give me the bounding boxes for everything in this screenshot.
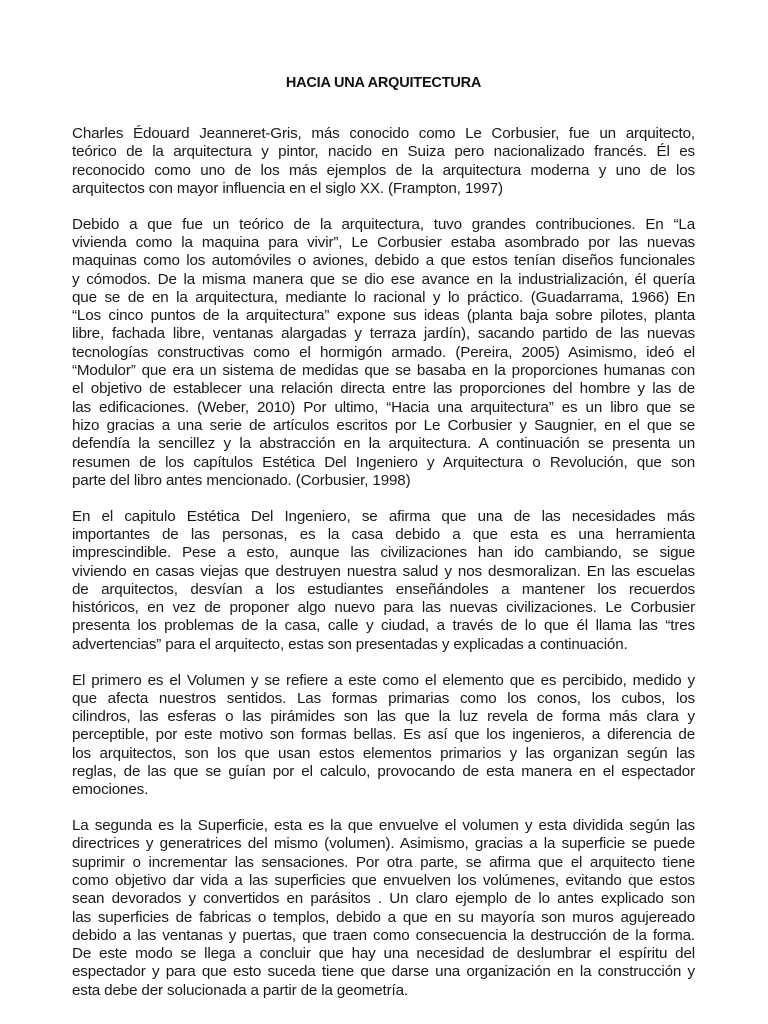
text-line: el objetivo de establecer una relación directa entre las proporciones del hombre y las de [72,380,695,398]
text-line: hizo gracias a una serie de artículos escritos por Le Corbusier y Saugnier, en el que se [72,416,695,434]
text-line: arquitectos con mayor influencia en el siglo XX. (Frampton, 1997) [72,179,503,197]
text-line: “Los cinco puntos de la arquitectura” expone sus ideas (planta baja sobre pilotes, planta [72,307,695,325]
text-line: suprimir o incrementar las sensaciones. Por otra parte, se afirma que el arquitecto tiene [72,853,695,871]
text-line: como objetivo dar vida a las superficies que envuelven los volúmenes, evitando que estos [72,871,695,889]
paragraph-2 [72,216,695,490]
text-line: El primero es el Volumen y se refiere a este como el elemento que es percibido, medido y [72,671,695,689]
text-line: espectador y para que esto suceda tiene que darse una organización en la construcción y [72,963,695,981]
text-line: reconocido como uno de los más ejemplos de la arquitectura moderna y uno de los [72,161,695,179]
text-line: defendía la sencillez y la abstracción en la arquitectura. A continuación se presenta un [72,435,695,453]
text-line: En el capitulo Estética Del Ingeniero, se afirma que una de las necesidades más [72,507,695,525]
document-title: HACIA UNA ARQUITECTURA [285,75,482,91]
text-line: reglas, de las que se guían por el calculo, provocando de esta manera en el espectador [72,763,695,780]
document-body [72,125,695,1000]
paragraph-5 [72,817,695,1000]
text-line: sean devorados y convertidos en parásitos . Un claro ejemplo de lo antes explicado son [72,890,695,908]
text-line: advertencias” para el arquitecto, estas son presentadas y explicadas a continuación. [72,635,628,653]
paragraph-1 [72,125,695,198]
text-line: esta debe der solucionada a partir de la geometría. [72,981,408,999]
text-line: De este modo se llega a concluir que hay una necesidad de deslumbrar el espíritu del [72,945,695,963]
text-line: Charles Édouard Jeanneret-Gris, más conocido como Le Corbusier, fue un arquitecto, [72,125,695,142]
document-page [72,74,695,1018]
text-line: las superficies de fabricas o templos, debido a que en su mayoría son muros agujereado [72,908,695,926]
text-line: “Modulor” que era un sistema de medidas que se basaba en la proporciones humanas con [72,362,695,380]
text-line: y cómodos. De la misma manera que se dio ese avance en la industrialización, él quería [72,270,695,288]
text-line: libre, fachada libre, ventanas alargadas y terraza jardín), sacando partido de las nuevas [72,325,695,343]
text-line: importantes de las personas, es la casa debido a que esta es una herramienta [72,525,695,543]
text-line: presenta los problemas de la casa, calle y ciudad, a través de lo que él llama las “tres [72,617,695,635]
text-line: directrices y generatrices del mismo (volumen). Asimismo, gracias a la superficie se puede [72,835,695,853]
paragraph-3 [72,508,695,654]
text-line: las edificaciones. (Weber, 2010) Por ultimo, “Hacia una arquitectura” es un libro que se [72,398,695,416]
text-line: La segunda es la Superficie, esta es la que envuelve el volumen y esta dividida según las [72,817,695,835]
text-line: cilindros, las esferas o las pirámides son las que la luz revela de forma más clara y [72,708,695,726]
text-line: que se de en la arquitectura, mediante lo racional y lo práctico. (Guadarrama, 1966) En [72,288,695,306]
text-line: debido a las ventanas y puertas, que traen como consecuencia la destrucción de la forma. [72,926,695,944]
text-line: Debido a que fue un teórico de la arquitectura, tuvo grandes contribuciones. En “La [72,215,695,233]
text-line: los arquitectos, son los que usan estos elementos primarios y las organizan según las [72,744,695,762]
text-line: resumen de los capítulos Estética Del Ingeniero y Arquitectura o Revolución, que son [72,453,695,471]
text-line: vivienda como la maquina para vivir”, Le Corbusier estaba asombrado por las nuevas [72,233,695,251]
paragraph-4 [72,672,695,800]
text-line: de arquitectos, desvían a los estudiantes enseñándoles a mantener los recuerdos [72,580,695,598]
text-line: imprescindible. Pese a esto, aunque las civilizaciones han ido cambiando, se sigue [72,544,695,562]
text-line: viviendo en casas viejas que destruyen nuestra salud y nos desmoralizan. En las escuelas [72,562,695,580]
text-line: perceptible, por este motivo son formas bellas. Es así que los ingenieros, a diferencia de [72,726,695,744]
text-line: maquinas como los automóviles o aviones, debido a que estos tenían diseños funcionales [72,252,695,270]
text-line: que afecta nuestros sentidos. Las formas primarias como los conos, los cubos, los [72,689,695,707]
text-line: históricos, en vez de proponer algo nuevo para las nuevas civilizaciones. Le Corbusier [72,599,695,617]
text-line: emociones. [72,781,149,799]
text-line: parte del libro antes mencionado. (Corbusier, 1998) [72,471,411,489]
text-line: teórico de la arquitectura y pintor, nacido en Suiza pero nacionalizado francés. Él es [72,143,695,161]
text-line: tecnologías constructivas como el hormigón armado. (Pereira, 2005) Asimismo, ideó el [72,343,695,361]
